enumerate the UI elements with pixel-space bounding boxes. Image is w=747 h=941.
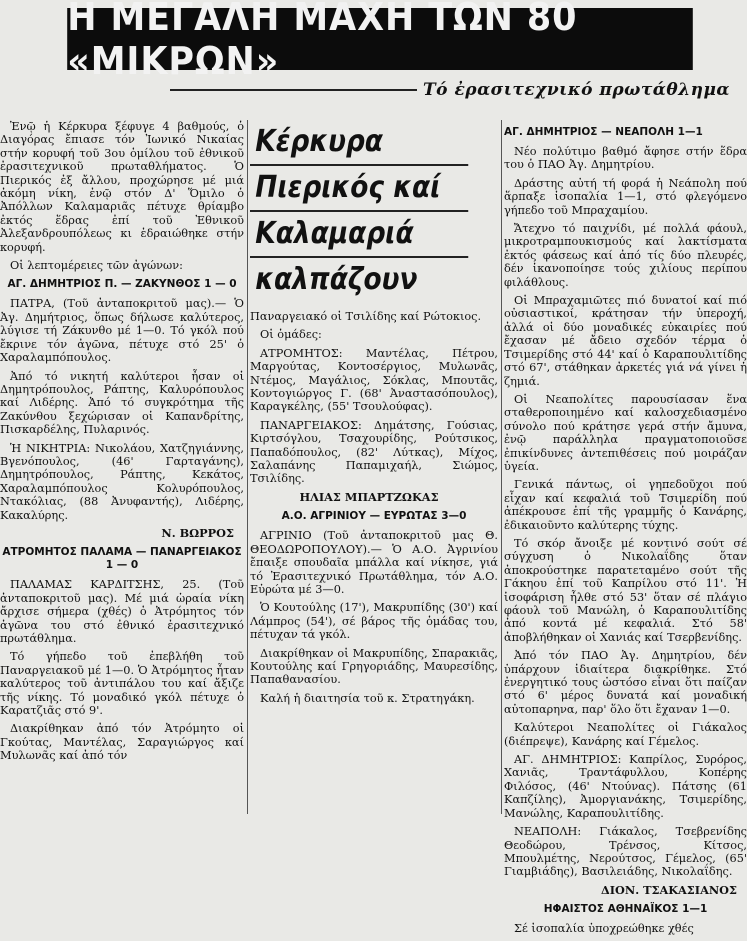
- article-paragraph: ΠΑΛΑΜΑΣ ΚΑΡΔΙΤΣΗΣ, 25. (Τοῦ ἀνταποκριτοῦ μας). Μέ μιά ὡραία νίκη ἄρχισε σήμερα (χθές) ὁ Ἀτρόμητος τόν ἀγῶνα του στό ἐθνικό ἐρασιτεχνικό πρωτάθλημα.: [0, 578, 244, 645]
- subtitle: Τό ἐρασιτεχνικό πρωτάθλημα: [423, 80, 730, 100]
- subtitle-row: [170, 78, 730, 102]
- article-paragraph: ΑΓΡΙΝΙΟ (Τοῦ ἀνταποκριτοῦ μας Θ. ΘΕΟΔΩΡΟΠΟΥΛΟΥ).— Ὁ Α.Ο. Ἀγρινίου ἔπαιξε σπουδαῖα μπάλλα καί νίκησε, γιά τό Ἐρασιτεχνικό Πρωτάθλημα, τόν Α.Ο. Εὐρώτα μέ 3—0.: [250, 529, 498, 596]
- article-paragraph: Οἱ Μπραχαμιῶτες πιό δυνατοί καί πιό οὐσιαστικοί, κράτησαν τήν ὑπεροχή, ἀλλά οἱ δύο μοναδικές εὐκαιρίες πού ἔχασαν μέ ἄδειο σχεδόν τέρμα ὁ Τσιμερίδης στό 44' καί ὁ Καραπουλιτίδης στό 67', στάθηκαν ἀρκετές γιά νά γίνει ἡ ζημιά.: [504, 294, 747, 388]
- headline-line: καλπάζουν: [255, 262, 418, 297]
- match-heading: ΑΤΡΟΜΗΤΟΣ ΠΑΛΑΜΑ — ΠΑΝΑΡΓΕΙΑΚΟΣ 1 — 0: [2, 546, 242, 572]
- lineup-paragraph: ΑΤΡΟΜΗΤΟΣ: Μαντέλας, Πέτρου, Μαργούτας, Κοντοσέργιος, Μυλωνᾶς, Ντέμος, Μαγάλιος, Σόκλας, Μπουτᾶς, Κοντογιώργος Γ. (68' Ἀναστασόπουλος), Καραγκέλης, (55' Τσουλούφας).: [250, 346, 498, 414]
- article-paragraph: Δράστης αὐτή τή φορά ἡ Νεάπολη πού ἅρπαξε ἰσοπαλία 1—1, στό φλεγόμενο γήπεδο τοῦ Μπραχαμίου.: [504, 176, 747, 217]
- match-heading: ΑΓ. ΔΗΜΗΤΡΙΟΣ Π. — ΖΑΚΥΝΘΟΣ 1 — 0: [7, 278, 237, 291]
- article-paragraph: Παναργειακό οἱ Τσιλίδης καί Ρώτοκιος.: [250, 310, 482, 323]
- headline-line: Καλαμαριά: [250, 212, 468, 258]
- headline-line: Πιερικός καί: [250, 166, 468, 212]
- article-paragraph: Καλύτεροι Νεαπολίτες οἱ Γιάκαλος (διέπρεψε), Κανάρης καί Γέμελος.: [504, 721, 747, 748]
- column-left: [0, 120, 244, 768]
- banner-title: Η ΜΕΓΑΛΗ ΜΑΧΗ ΤΩΝ 80 «ΜΙΚΡΩΝ»: [67, 8, 693, 70]
- article-paragraph: Σέ ἰσοπαλία ὑποχρεώθηκε χθές: [514, 922, 694, 936]
- subtitle-rule: [170, 89, 417, 91]
- lineup-paragraph: ΠΑΝΑΡΓΕΙΑΚΟΣ: Δημάτσης, Γούσιας, Κιρτσόγλου, Τσαχουρίδης, Ρούτσικος, Παπαδόπουλος, (82' Λύτκας), Μίχος, Σαλαπάνης Παπαμιχαήλ, Σιώμος, Τσιλίδης.: [250, 418, 498, 486]
- column-divider: [501, 120, 502, 814]
- column-right: [504, 120, 747, 941]
- match-heading: Α.Ο. ΑΓΡΙΝΙΟΥ — ΕΥΡΩΤΑΣ 3—0: [281, 510, 467, 523]
- article-paragraph: Γενικά πάντως, οἱ γηπεδοῦχοι πού εἶχαν καί κεφαλιά τοῦ Τσιμερίδη πού ἀπέκρουσε ἐπί τῆς γραμμῆς ὁ Κανάρης, ἐδικαιοῦντο καλύτερης τύχης.: [504, 478, 747, 532]
- article-paragraph: Τό γήπεδο τοῦ ἐπεβλήθη τοῦ Παναργειακοῦ μέ 1—0. Ὁ Ἀτρόμητος ἦταν καλύτερος τοῦ ἀντιπάλου του καί ἄξιζε τῆς νίκης. Τό μοναδικό γκόλ πέτυχε ὁ Καρατζιᾶς στό 9'.: [0, 650, 244, 718]
- article-paragraph: Τό σκόρ ἄνοιξε μέ κοντινό σούτ σέ σύγχυση ὁ Νικολαΐδης ὅταν ἀποκρούστηκε παρατεταμένο σούτ τῆς Γάκηου ἐπί τοῦ Καπρίλου στό 11'. Ἡ ἰσοφάριση ἦλθε στό 53' ὅταν σέ πλάγιο φάουλ τοῦ Μανώλη, ὁ Καραπουλιτίδης ἀπό κοντά μέ κεφαλιά. Στό 58' ἀποβλήθηκαν οἱ Χανιάς καί Τσερβενίδης.: [504, 536, 747, 644]
- byline: ΔΙΟΝ. ΤΣΑΚΑΣΙΑΝΟΣ: [600, 882, 737, 897]
- details-label: Οἱ λεπτομέρειες τῶν ἀγώνων:: [10, 259, 183, 273]
- article-paragraph: Οἱ ὁμάδες:: [260, 328, 322, 342]
- main-headline: [250, 120, 468, 302]
- article-paragraph: Ἀπό τόν ΠΑΟ Ἀγ. Δημητρίου, δέν ὑπάρχουν ἰδιαίτερα διακρίθηκε. Στό ἐνεργητικό τους ὡστόσο εἶναι ὅτι παίζαν στό 6' μέρος δυνατά καί μοναδική αὐτοπαρηνα, παρ' ὅλο ὅτι ἔχαναν 1—0.: [504, 649, 747, 716]
- byline: ΗΛΙΑΣ ΜΠΑΡΤΖΩΚΑΣ: [299, 489, 439, 504]
- lineup-paragraph: ΑΓ. ΔΗΜΗΤΡΙΟΣ: Καπρίλος, Συρόρος, Χανιᾶς, Τραντάφυλλου, Κοπέρης Φιλόσος, (46' Ντούνας). Πάτσης (61 Καπζίλης), Ἀμοργιανάκης, Τσιμερίδης, Μανώλης, Καραπουλιτίδης.: [504, 753, 747, 820]
- column-divider: [247, 120, 248, 814]
- column-middle: [250, 120, 498, 710]
- intro-paragraph: Ἐνῷ ἡ Κέρκυρα ξέφυγε 4 βαθμούς, ὁ Διαγόρας ἔπιασε τόν Ἰωνικό Νικαίας στήν κορυφή τοῦ 3ου ὁμίλου τοῦ ἐθνικοῦ ἐρασιτεχνικοῦ πρωταθλήματος. Ὁ Πιερικός ἐξ ἄλλου, προχώρησε μέ μιά ἀκόμη νίκη, ἐνῷ στόν Δ' Ὅμιλο ὁ Ἀπόλλων Καλαμαριᾶς πέτυχε θρίαμβο ἐκτός ἕδρας ἐπί τοῦ Ἐθνικοῦ Ἀλεξανδρουπόλεως κι ἑδραιώθηκε στήν κορυφή.: [0, 120, 244, 254]
- article-paragraph: Διακρίθηκαν ἀπό τόν Ἀτρόμητο οἱ Γκούτας, Μαντέλας, Σαραγιώργος καί Μυλωνᾶς καί ἀπό τόν: [0, 722, 244, 763]
- article-paragraph: Ὁ Κουτούλης (17'), Μακρυπίδης (30') καί Λάμπρος (54'), σέ βάρος τῆς ὁμάδας του, πέτυχαν τά γκόλ.: [250, 601, 498, 642]
- article-paragraph: Διακρίθηκαν οἱ Μακρυπίδης, Σπαρακιᾶς, Κουτούλης καί Γρηγοριάδης, Μαυρεσίδης, Παπαθανασίου.: [250, 646, 498, 687]
- article-paragraph: Ἡ ΝΙΚΗΤΡΙΑ: Νικολάου, Χατζηγιάννης, Βγενόπουλος, (46' Γαρταγάνης), Δημητρόπουλος, Ράπτης, Κεκάτος, Χαραλαμπόπουλος Κολυρόπουλος, Ντακόλιας, (88 Ἀνυφαντής), Λιδέρης, Κακαλύρης.: [0, 441, 244, 522]
- match-heading: ΑΓ. ΔΗΜΗΤΡΙΟΣ — ΝΕΑΠΟΛΗ 1—1: [504, 126, 703, 138]
- lineup-paragraph: ΝΕΑΠΟΛΗ: Γιάκαλος, Τσεβρενίδης Θεοδώρου, Τρένσος, Κίτσος, Μπουλμέτης, Νερούτσος, Γέμελος, (65' Γιαμβιάδης), Βασιλειάδης, Νικολαΐδης.: [504, 825, 747, 879]
- byline: Ν. ΒΩΡΡΟΣ: [161, 525, 234, 540]
- article-paragraph: Ἀπό τό νικητή καλύτεροι ἦσαν οἱ Δημητρόπουλος, Ράπτης, Καλυρόπουλος καί Λιδέρης. Ἀπό τό συγκρότημα τῆς Ζακύνθου ξεχώρισαν οἱ Καπανδρίτης, Πισκαρδέλης, Πυλαρινός.: [0, 369, 244, 437]
- match-heading: ΗΦΑΙΣΤΟΣ ΑΘΗΝΑΪΚΟΣ 1—1: [543, 903, 708, 916]
- headline-line: Κέρκυρα: [250, 120, 468, 166]
- article-paragraph: Οἱ Νεαπολίτες παρουσίασαν ἕνα σταθεροποιημένο καί καλοσχεδιασμένο σύνολο πού κράτησε γερά στήν ἄμυνα, ἐνῷ παράλληλα πραγματοποιοῦσε ἐπικίνδυνες ἀντεπιθέσεις πού μοιράζαν ὑγεία.: [504, 392, 747, 473]
- article-paragraph: Καλή ἡ διαιτησία τοῦ κ. Στρατηγάκη.: [260, 691, 475, 705]
- article-paragraph: ΠΑΤΡΑ, (Τοῦ ἀνταποκριτοῦ μας).— Ὁ Ἀγ. Δημήτριος, ὅπως δήλωσε καλύτερος, λύγισε τή Ζάκυνθο μέ 1—0. Τό γκόλ πού ἔκρινε τόν ἀγῶνα, πέτυχε στό 25' ὁ Χαραλαμπόπουλος.: [0, 297, 244, 365]
- article-paragraph: Νέο πολύτιμο βαθμό ἄφησε στήν ἕδρα του ὁ ΠΑΟ Ἀγ. Δημητρίου.: [504, 145, 747, 172]
- article-paragraph: Ἄτεχνο τό παιχνίδι, μέ πολλά φάουλ, μικροτραμπουκισμούς καί λακτίσματα ἐκτός φάσεως καί ἀπό τίς δύο πλευρές, δέν ἱκανοποίησε τούς χιλίους περίπου φιλάθλους.: [504, 222, 747, 289]
